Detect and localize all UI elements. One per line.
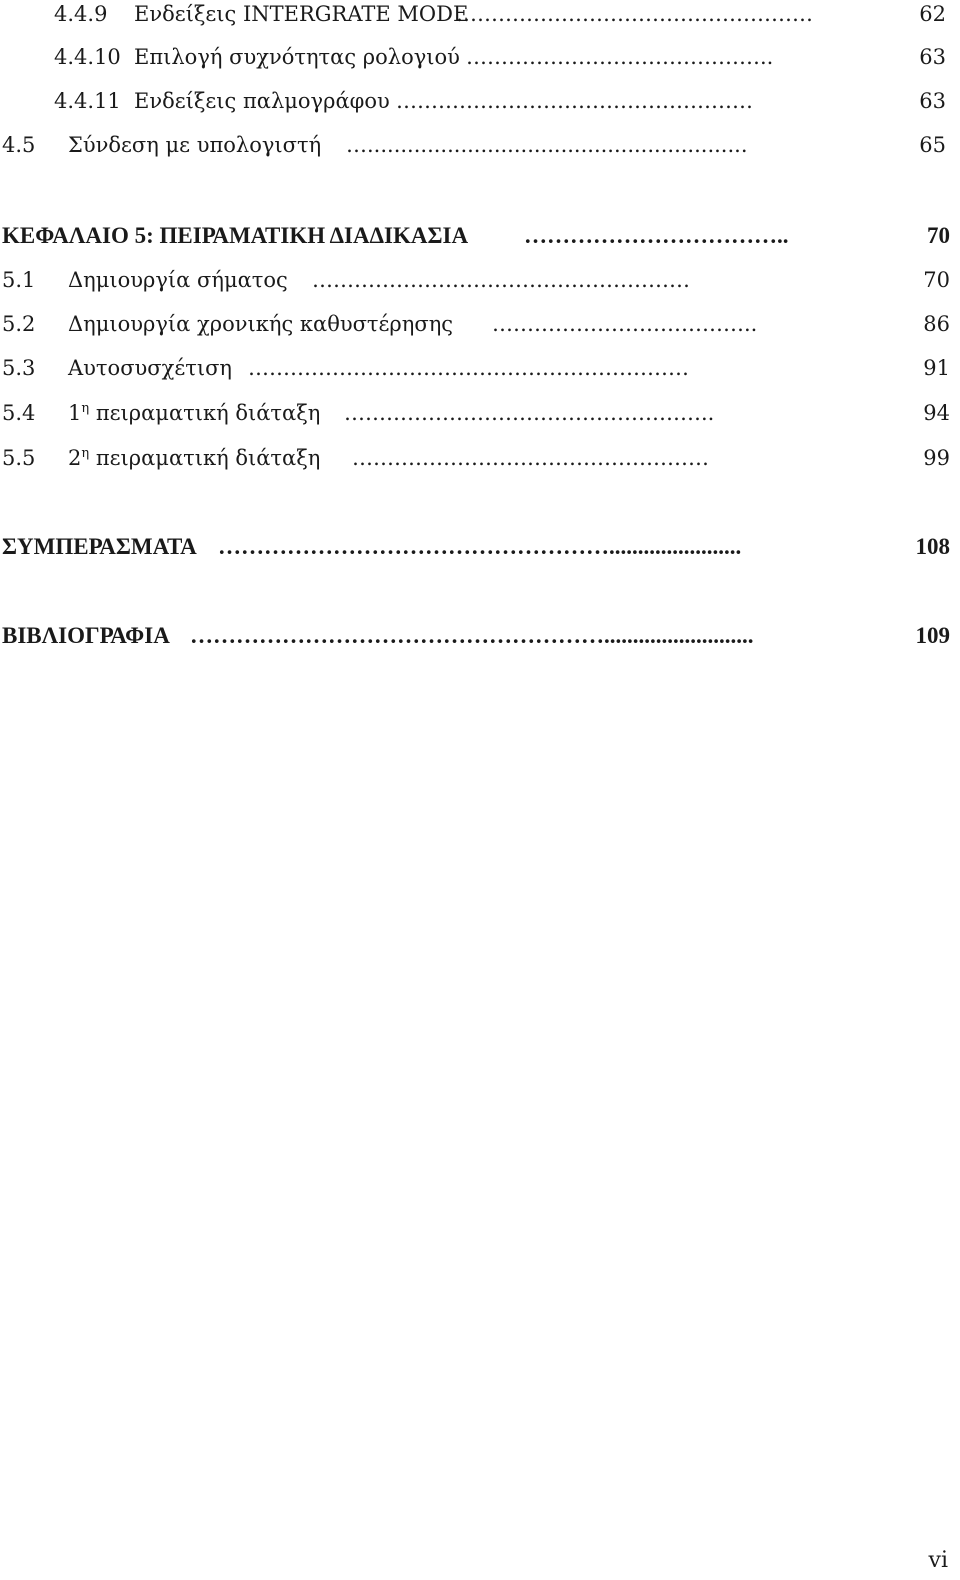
toc-entry-title: Δημιουργία χρονικής καθυστέρησης xyxy=(68,312,454,336)
toc-entry-page: 91 xyxy=(923,356,950,380)
toc-conclusions[interactable] xyxy=(0,529,960,565)
toc-entry-title-text: πειραματική διάταξη xyxy=(95,401,321,425)
toc-entry-number: 4.4.11 xyxy=(54,89,121,113)
toc-entry-4-4-11[interactable] xyxy=(0,83,960,119)
toc-entry-title: Ενδείξεις INTERGRATE MODE xyxy=(134,2,469,26)
toc-entry-leader: …………………………………………… xyxy=(456,2,813,26)
page-number: vi xyxy=(928,1548,948,1573)
toc-entry-5-2[interactable] xyxy=(0,306,960,342)
toc-entry-page: 94 xyxy=(923,401,950,425)
toc-entry-page: 70 xyxy=(923,268,950,292)
ordinal-suffix: η xyxy=(81,446,90,461)
toc-entry-page: 63 xyxy=(919,45,946,69)
toc-entry-page: 65 xyxy=(919,133,946,157)
toc-chapter-title: ΣΥΜΠΕΡΑΣΜΑΤΑ xyxy=(2,534,197,559)
toc-entry-page: 86 xyxy=(923,312,950,336)
toc-entry-5-1[interactable] xyxy=(0,262,960,298)
ordinal-number: 2 xyxy=(68,446,82,470)
toc-entry-page: 62 xyxy=(919,2,946,26)
toc-entry-5-4[interactable] xyxy=(0,395,960,431)
toc-entry-4-5[interactable] xyxy=(0,127,960,163)
toc-entry-leader: …………………………………….. xyxy=(466,45,774,69)
toc-chapter-5[interactable] xyxy=(0,218,960,254)
toc-entry-number: 4.4.10 xyxy=(54,45,121,69)
toc-entry-title xyxy=(68,395,320,431)
toc-entry-number: 5.1 xyxy=(2,268,36,292)
toc-chapter-title: ΒΙΒΛΙΟΓΡΑΦΙΑ xyxy=(2,623,170,648)
toc-bibliography[interactable] xyxy=(0,618,960,654)
toc-entry-leader: …………………………………………… xyxy=(396,89,753,113)
toc-entry-5-5[interactable] xyxy=(0,440,960,476)
toc-chapter-leader: ……………………………………………....................... xyxy=(218,534,742,559)
toc-entry-number: 5.5 xyxy=(2,446,36,470)
toc-chapter-leader: …………………………….. xyxy=(524,223,789,248)
toc-entry-leader: ……………………………….. xyxy=(492,312,758,336)
toc-entry-number: 5.2 xyxy=(2,312,36,336)
toc-entry-number: 4.4.9 xyxy=(54,2,108,26)
toc-entry-page: 99 xyxy=(923,446,950,470)
toc-entry-title: Επιλογή συχνότητας ρολογιού xyxy=(134,45,460,69)
toc-entry-leader: …………………………………………… xyxy=(352,446,709,470)
toc-entry-4-4-10[interactable] xyxy=(0,39,960,75)
toc-entry-page: 63 xyxy=(919,89,946,113)
toc-chapter-page: 109 xyxy=(915,623,950,648)
toc-entry-number: 4.5 xyxy=(2,133,36,157)
toc-chapter-title: ΚΕΦΑΛΑΙΟ 5: ΠΕΙΡΑΜΑΤΙΚΗ ΔΙΑΔΙΚΑΣΙΑ xyxy=(2,223,469,248)
toc-entry-title: Αυτοσυσχέτιση xyxy=(68,356,233,380)
toc-chapter-leader: ……………………………………………….......................... xyxy=(190,623,754,648)
toc-entry-number: 5.3 xyxy=(2,356,36,380)
ordinal-number: 1 xyxy=(68,401,82,425)
toc-entry-title-text: πειραματική διάταξη xyxy=(95,446,321,470)
toc-entry-leader: ……………………………………………………… xyxy=(248,356,689,380)
toc-entry-title: Σύνδεση με υπολογιστή xyxy=(68,133,322,157)
toc-entry-title: Ενδείξεις παλμογράφου xyxy=(134,89,390,113)
toc-chapter-page: 108 xyxy=(915,534,950,559)
toc-entry-leader: …......................................................... xyxy=(346,133,748,157)
toc-entry-5-3[interactable] xyxy=(0,350,960,386)
toc-entry-title xyxy=(68,440,320,476)
toc-entry-number: 5.4 xyxy=(2,401,36,425)
toc-entry-4-4-9[interactable] xyxy=(0,0,960,32)
toc-chapter-page: 70 xyxy=(927,223,950,248)
ordinal-suffix: η xyxy=(81,401,90,416)
toc-entry-leader: ……………………………………………… xyxy=(312,268,690,292)
toc-entry-leader: …………………………………………….. xyxy=(344,401,715,425)
toc-entry-title: Δημιουργία σήματος xyxy=(68,268,288,292)
